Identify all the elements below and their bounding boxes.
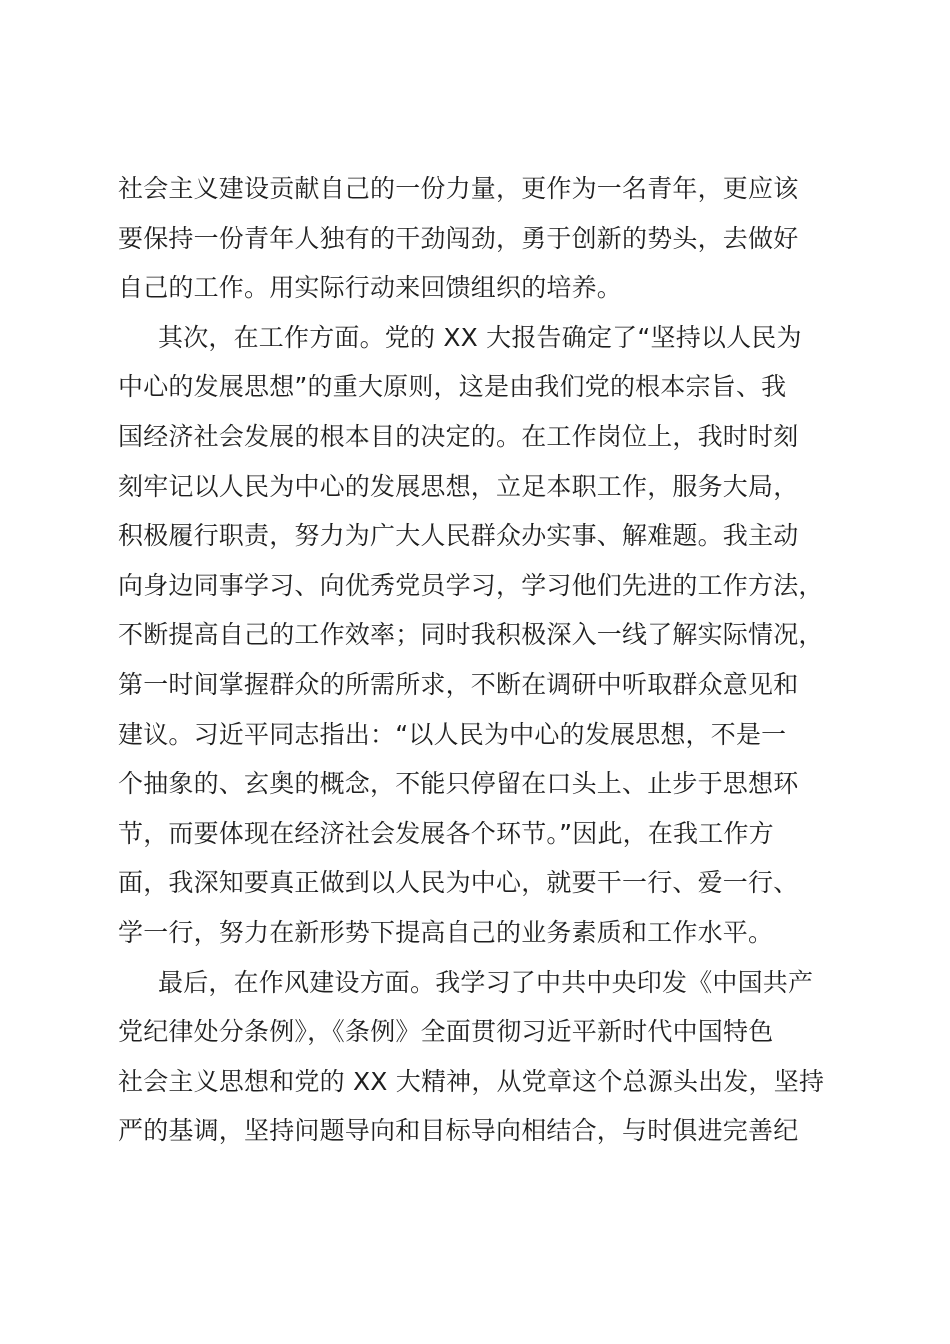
document-body — [118, 164, 838, 1156]
text-line: 严的基调，坚持问题导向和目标导向相结合，与时俱进完善纪 — [118, 1116, 799, 1146]
text-line: 中心的发展思想”的重大原则，这是由我们党的根本宗旨、我 — [118, 372, 787, 402]
text-line: 要保持一份青年人独有的干劲闯劲，勇于创新的势头，去做好 — [118, 223, 799, 253]
text-line: 积极履行职责，努力为广大人民群众办实事、解难题。我主动 — [118, 521, 799, 551]
text-line: 学一行，努力在新形势下提高自己的业务素质和工作水平。 — [118, 917, 774, 947]
text-line: 个抽象的、玄奥的概念，不能只停留在口头上、止步于思想环 — [118, 769, 799, 799]
text-line: 向身边同事学习、向优秀党员学习，学习他们先进的工作方法， — [118, 570, 824, 600]
text-line: 面，我深知要真正做到以人民为中心，就要干一行、爱一行、 — [118, 868, 799, 898]
text-line: 社会主义建设贡献自己的一份力量，更作为一名青年，更应该 — [118, 174, 799, 203]
text-line: 社会主义思想和党的 XX 大精神，从党章这个总源头出发，坚持 — [118, 1066, 825, 1096]
text-line: 国经济社会发展的根本目的决定的。在工作岗位上，我时时刻 — [118, 421, 799, 451]
paragraph-first-line: 其次，在工作方面。党的 XX 大报告确定了“坚持以人民为 — [158, 322, 802, 352]
text-line: 刻牢记以人民为中心的发展思想，立足本职工作，服务大局， — [118, 471, 799, 501]
paragraph-first-line: 最后，在作风建设方面。我学习了中共中央印发《中国共产 — [158, 967, 814, 997]
text-line: 节，而要体现在经济社会发展各个环节。”因此，在我工作方 — [118, 818, 774, 848]
text-line: 第一时间掌握群众的所需所求，不断在调研中听取群众意见和 — [118, 669, 799, 699]
text-line: 建议。习近平同志指出：“以人民为中心的发展思想，不是一 — [118, 719, 787, 749]
text-line: 党纪律处分条例》，《条例》全面贯彻习近平新时代中国特色 — [118, 1017, 774, 1047]
text-line: 自己的工作。用实际行动来回馈组织的培养。 — [118, 273, 623, 303]
text-line: 不断提高自己的工作效率；同时我积极深入一线了解实际情况， — [118, 620, 824, 650]
